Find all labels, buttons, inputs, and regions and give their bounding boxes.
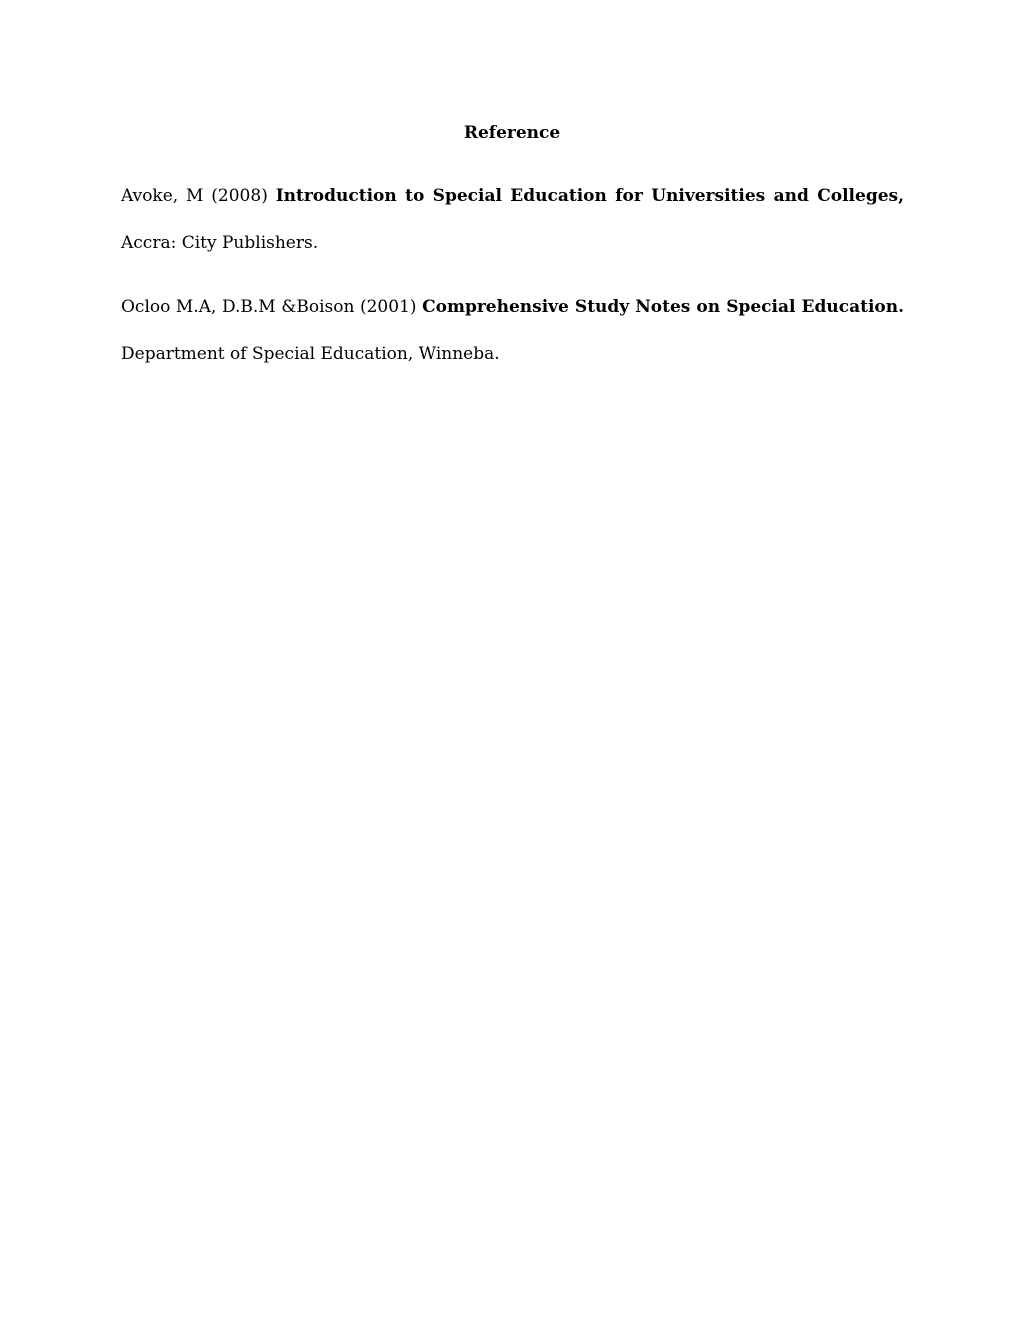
reference-first-line xyxy=(121,184,904,208)
reference-authors-year: Avoke, M (2008) xyxy=(121,186,268,206)
page-title: Reference xyxy=(463,123,561,143)
reference-first-line xyxy=(121,295,904,319)
reference-entry-avoke xyxy=(121,184,904,255)
reference-authors-year: Ocloo M.A, D.B.M &Boison (2001) xyxy=(121,297,417,317)
reference-title: Comprehensive Study Notes on Special Education. xyxy=(422,297,904,317)
reference-publisher: Accra: City Publishers. xyxy=(121,233,319,253)
reference-publisher: Department of Special Education, Winneba. xyxy=(121,344,500,364)
reference-entry-ocloo xyxy=(121,295,904,366)
reference-title: Introduction to Special Education for Universities and Colleges, xyxy=(275,186,904,206)
